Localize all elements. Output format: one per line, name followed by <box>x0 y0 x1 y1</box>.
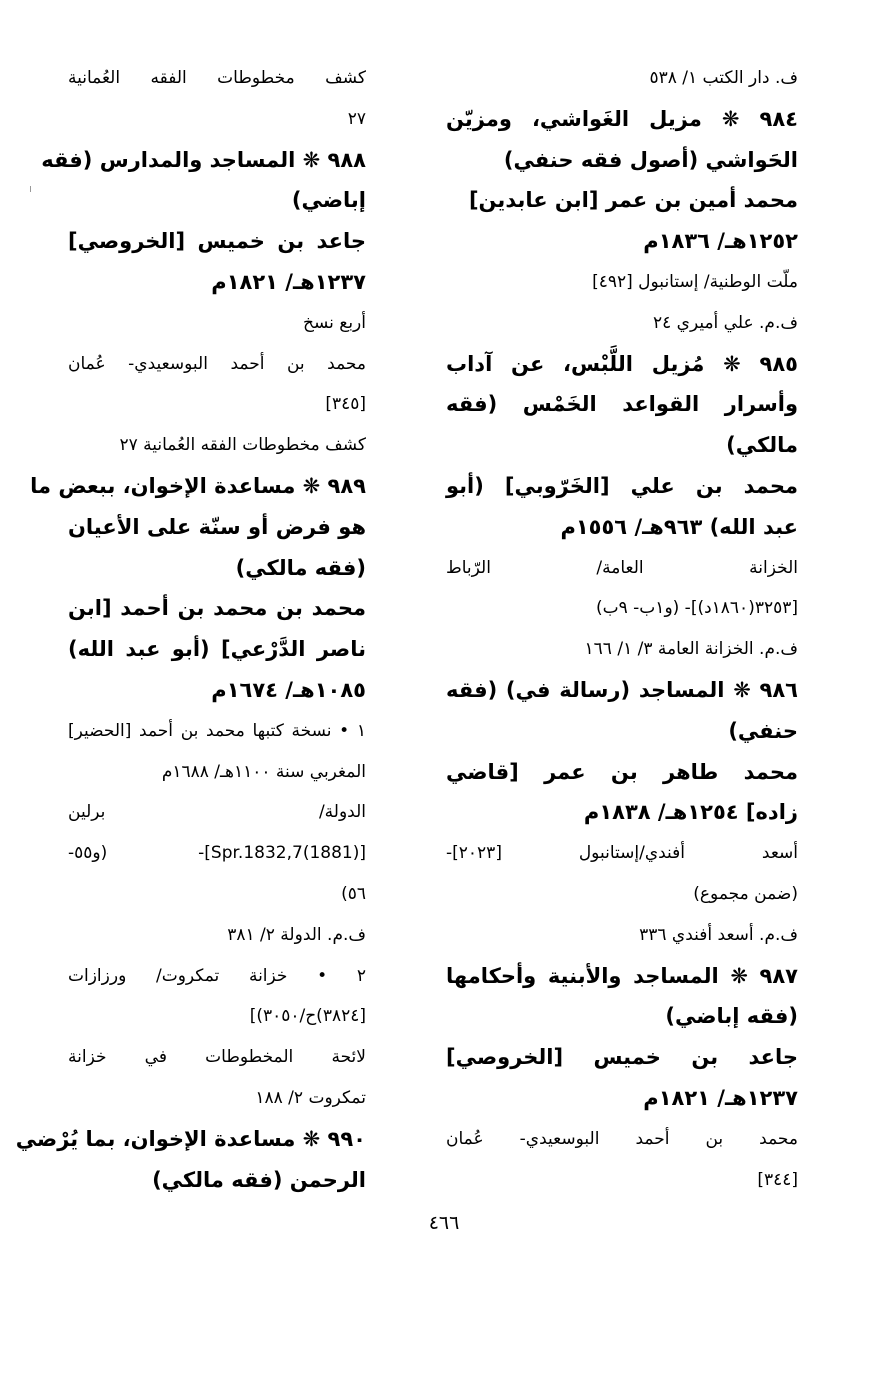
right-column-line: ملّت الوطنية/ إستانبول [٤٩٢] <box>592 271 798 292</box>
right-column-line: ١٢٥٢هـ/ ١٨٣٦م <box>643 229 798 254</box>
right-column-line: (فقه إباضي) <box>665 1004 798 1029</box>
right-column-line: ٩٨٤ ❋ مزيل الغَواشي، ومزيّن <box>446 106 798 131</box>
right-column-line: زاده] ١٢٥٤هـ/ ١٨٣٨م <box>583 800 798 825</box>
right-column-line: ف.م. الخزانة العامة ٣/ ١/ ١٦٦ <box>584 639 798 660</box>
left-column-line: ٩٨٨ ❋ المساجد والمدارس (فقه <box>41 147 366 172</box>
left-column-line: [Spr.1832,7(1881)]- (و٥٥- <box>68 843 366 864</box>
left-column <box>15 58 366 1200</box>
right-column-line: ف.م. علي أميري ٢٤ <box>652 312 798 333</box>
right-column-line: مالكي) <box>726 433 798 458</box>
left-column-line: محمد بن محمد بن أحمد [ابن <box>68 596 366 621</box>
right-column-line: محمد طاهر بن عمر [قاضي <box>446 759 798 784</box>
right-column <box>446 58 798 1200</box>
left-column-line: كشف مخطوطات الفقه العُمانية <box>68 68 366 88</box>
left-column-line: كشف مخطوطات الفقه العُمانية ٢٧ <box>119 435 366 456</box>
left-column-line: ٥٦) <box>341 883 366 904</box>
right-column-line: ف. دار الكتب ١/ ٥٣٨ <box>649 68 798 88</box>
page-number: ٤٦٦ <box>428 1212 460 1234</box>
right-column-line: محمد بن أحمد البوسعيدي- عُمان <box>446 1128 798 1149</box>
left-column-line: ناصر الدَّرْعي] (أبو عبد الله) <box>68 637 366 662</box>
right-column-line: (ضمن مجموع) <box>693 883 798 904</box>
left-column-line: إباضي) <box>291 188 366 213</box>
left-column-line: أربع نسخ <box>303 312 366 333</box>
left-column-line: ١٠٨٥هـ/ ١٦٧٤م <box>211 677 366 702</box>
right-column-line: وأسرار القواعد الخَمْس (فقه <box>446 392 798 417</box>
left-column-line: الدولة/ برلين <box>68 802 366 823</box>
left-column-line: هو فرض أو سنّة على الأعيان <box>68 514 366 539</box>
right-column-line: أسعد أفندي/إستانبول [٢٠٢٣]- <box>446 843 798 864</box>
left-column-line: ١٢٣٧هـ/ ١٨٢١م <box>211 269 366 294</box>
left-column-line: ٩٩٠ ❋ مساعدة الإخوان، بما يُرْضي <box>15 1126 366 1151</box>
margin-mark <box>30 186 31 192</box>
left-column-line: [٣٤٥] <box>325 394 366 415</box>
left-column-line: ٢٧ <box>347 108 366 129</box>
left-column-line: تمكروت ٢/ ١٨٨ <box>255 1087 366 1108</box>
right-column-line: ف.م. أسعد أفندي ٣٣٦ <box>639 924 798 945</box>
right-column-line: محمد أمين بن عمر [ابن عابدين] <box>468 188 798 213</box>
left-column-line: ف.م. الدولة ٢/ ٣٨١ <box>227 924 366 945</box>
left-column-line: (فقه مالكي) <box>235 555 366 580</box>
left-column-line: جاعد بن خميس [الخروصي] <box>68 229 366 254</box>
left-column-line: لائحة المخطوطات في خزانة <box>68 1047 366 1068</box>
right-column-line: الخزانة العامة/ الرّباط <box>446 557 798 578</box>
right-column-line: الحَواشي (أصول فقه حنفي) <box>503 147 798 172</box>
right-column-line: حنفي) <box>728 718 798 743</box>
left-column-line: ١ • نسخة كتبها محمد بن أحمد [الحضير] <box>68 720 366 741</box>
right-column-line: ٩٨٥ ❋ مُزيل اللَّبْس، عن آداب <box>446 351 798 376</box>
right-column-line: جاعد بن خميس [الخروصي] <box>446 1045 798 1070</box>
left-column-line: ٢ • خزانة تمكروت/ ورزازات <box>68 965 366 986</box>
right-column-line: ٩٨٧ ❋ المساجد والأبنية وأحكامها <box>446 963 798 988</box>
right-column-line: ١٢٣٧هـ/ ١٨٢١م <box>643 1085 798 1110</box>
left-column-line: المغربي سنة ١١٠٠هـ/ ١٦٨٨م <box>161 761 366 782</box>
right-column-line: [٣٤٤] <box>757 1169 798 1190</box>
left-column-line: ٩٨٩ ❋ مساعدة الإخوان، ببعض ما <box>30 473 366 498</box>
left-column-line: محمد بن أحمد البوسعيدي- عُمان <box>68 353 366 374</box>
right-column-line: [٣٢٥٣(١٨٦٠د)]- (و١ب- ٩ب) <box>595 598 798 619</box>
left-column-line: [٣٨٢٤)ح/٣٠٥٠)] <box>249 1006 366 1027</box>
left-column-line: الرحمن (فقه مالكي) <box>152 1167 366 1192</box>
right-column-line: محمد بن علي [الخَرّوبي] (أبو <box>446 473 798 498</box>
right-column-line: ٩٨٦ ❋ المساجد (رسالة في) (فقه <box>446 677 798 702</box>
right-column-line: عبد الله) ٩٦٣هـ/ ١٥٥٦م <box>560 514 798 539</box>
